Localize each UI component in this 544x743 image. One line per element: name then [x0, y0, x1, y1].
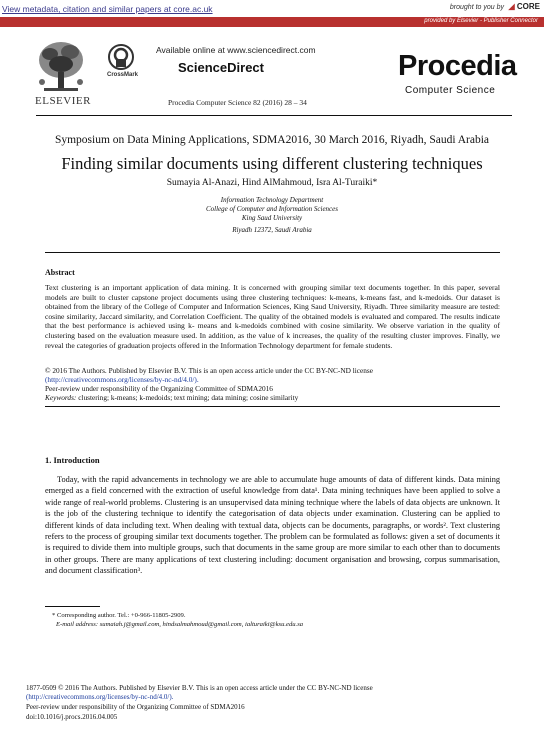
core-logo[interactable]: [509, 2, 541, 11]
abstract-heading: Abstract: [45, 268, 75, 277]
crossmark-label: CrossMark: [107, 72, 139, 78]
section-heading-introduction: 1. Introduction: [45, 455, 100, 465]
crossmark-icon[interactable]: [108, 44, 134, 72]
core-provider-bar: [0, 17, 544, 27]
sciencedirect-wordmark: ScienceDirect: [178, 60, 264, 75]
core-logo-label: CORE: [516, 2, 540, 11]
elsevier-tree-logo-icon: [30, 38, 92, 96]
keywords-value: clustering; k-means; k-medoids; text mining; data mining; cosine similarity: [78, 393, 299, 402]
footer-doi[interactable]: doi:10.1016/j.procs.2016.04.005: [26, 713, 118, 721]
journal-reference: Procedia Computer Science 82 (2016) 28 – 34: [168, 98, 307, 107]
core-provider-text: provided by Elsevier - Publisher Connector: [424, 18, 538, 24]
affiliation-line: College of Computer and Information Sciences: [205, 205, 338, 213]
procedia-wordmark: Procedia: [398, 50, 517, 82]
abstract-copyright: [45, 366, 500, 402]
footnote-rule: [45, 606, 100, 607]
introduction-paragraph: Today, with the rapid advancements in technology we are able to accumulate huge amounts of data of different kinds. Data mining emerged as a field concerned with the extraction of useful knowledge from data¹. Data mining techniques have been applied to solve a wide range of real-world problems. Clustering is an unsupervised data mining technique where the labels of data objects are unknown. It is the job of the clustering technique to identify the categorisation of data objects under examination. Clustering can be applied to different kinds of data including text. When dealing with textual data, objects can be documents, paragraphs, or words². Text clustering refers to the process of grouping similar text documents together. The problem can be formulated as follows: given a set of documents it is required to divide them into multiple groups, such that documents in the same group are more similar to each other than to documents in other groups. There are many applications of text clustering including: document organisation and browsing, corpus summarisation, and document classification³.: [45, 475, 500, 576]
author-list: Sumayia Al-Anazi, Hind AlMahmoud, Isra Al-Turaiki*: [166, 178, 378, 188]
elsevier-wordmark: ELSEVIER: [35, 95, 91, 107]
symposium-line: Symposium on Data Mining Applications, SDMA2016, 30 March 2016, Riyadh, Saudi Arabia: [54, 134, 490, 146]
introduction-body: [45, 474, 500, 577]
keywords-line: [45, 393, 500, 402]
abstract-top-rule: [45, 252, 500, 253]
core-metadata-link[interactable]: View metadata, citation and similar papers at core.ac.uk: [2, 4, 213, 14]
paper-title: Finding similar documents using different clustering techniques: [61, 154, 483, 173]
footer-license-link[interactable]: (http://creativecommons.org/licenses/by-nc-nd/4.0/).: [26, 693, 174, 701]
abstract-bottom-rule: [45, 406, 500, 407]
header-rule: [36, 115, 512, 116]
footer-peer-review: Peer-review under responsibility of the Organizing Committee of SDMA2016: [26, 703, 245, 711]
core-logo-icon: ◢: [508, 2, 517, 11]
peer-review-line: Peer-review under responsibility of the Organizing Committee of SDMA2016: [45, 384, 273, 393]
affiliation-line: Information Technology Department: [220, 196, 324, 204]
footer-issn-line: 1877-0509 © 2016 The Authors. Published by Elsevier B.V. This is an open access article under the CC BY-NC-ND license: [26, 684, 373, 692]
keywords-label: Keywords:: [45, 393, 77, 402]
brought-to-you-text: brought to you by: [449, 4, 504, 11]
available-online-text: Available online at www.sciencedirect.com: [156, 45, 316, 55]
email-note: E-mail address: sumaiah.j@gmail.com, hindsalmahmoud@gmail.com, ialturaiki@ksu.edu.sa: [56, 621, 304, 628]
copyright-line: © 2016 The Authors. Published by Elsevier B.V. This is an open access article under the CC BY-NC-ND license: [45, 366, 373, 375]
affiliation-line: King Saud University: [241, 214, 303, 222]
abstract-body: Text clustering is an important application of data mining. It is concerned with grouping similar text documents together. In this paper, several models are built to cluster capstone project documents using three clustering techniques: k-means, k-means fast, and k-medoids. Our dataset is obtained from the library of the College of Computer and Information Sciences, King Saud University, Riyadh. Three similarity measure are tested: cosine similarity, Jaccard similarity, and Correlation Coefficient. The quality of the obtained models is evaluated and compared. The results indicate that the best performance is achieved using k- means and k-medoids combined with cosine similarity. We observe variation in the quality of clustering based on the evaluation measure used. In addition, as the value of k increases, the quality of the resulting cluster improves. Finally, we reveal the categories of graduation projects offered in the Information Technology department for female students.: [45, 283, 500, 350]
license-link[interactable]: (http://creativecommons.org/licenses/by-nc-nd/4.0/).: [45, 375, 199, 384]
corresponding-author-note: * Corresponding author. Tel.: +0-966-11805-2909.: [52, 612, 186, 619]
procedia-subtitle: Computer Science: [405, 85, 496, 96]
affiliation-line: Riyadh 12372, Saudi Arabia: [232, 226, 312, 234]
